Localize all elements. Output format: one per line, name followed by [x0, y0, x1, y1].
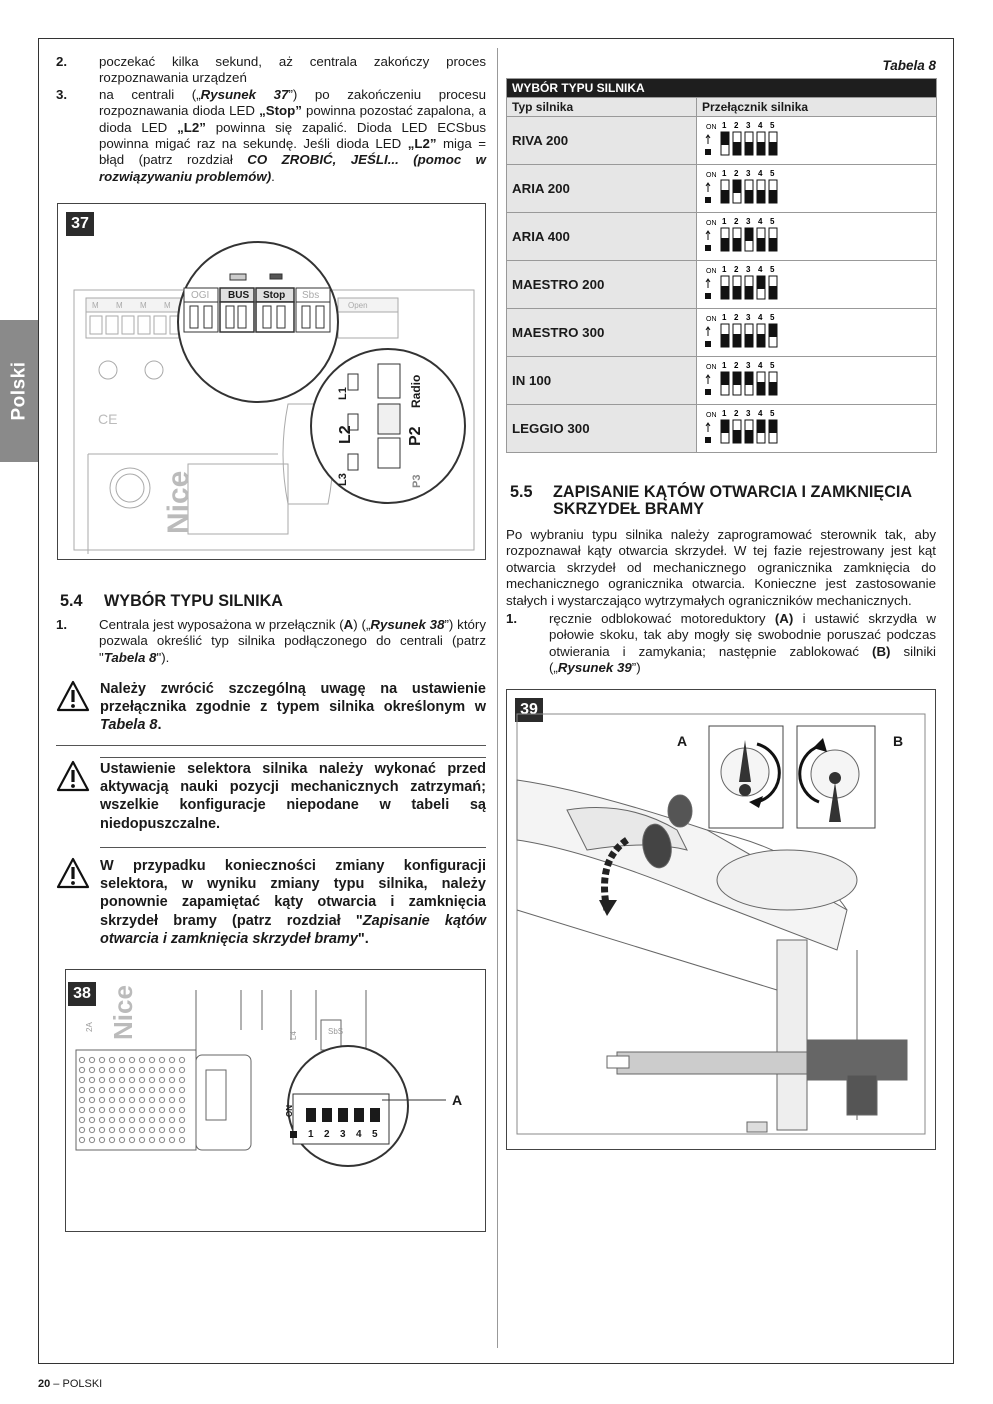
dip-switch-diagram — [703, 360, 793, 398]
dip-switch-off — [757, 334, 765, 347]
section-5-5-heading-line-2: SKRZYDEŁ BRAMY — [553, 500, 705, 518]
step-2-text: poczekać kilka sekund, aż centrala zakończy proces rozpoznawania urządzeń — [99, 54, 486, 86]
dip-switch-off — [733, 142, 741, 155]
svg-text:2: 2 — [324, 1129, 330, 1140]
table-row — [507, 309, 937, 357]
dip-number-label: 4 — [758, 265, 763, 274]
dip-switch-on — [733, 180, 741, 193]
dip-number-label: 2 — [734, 217, 739, 226]
warning-3 — [56, 857, 486, 958]
dip-switch-off — [733, 334, 741, 347]
dip-number-label: 2 — [734, 169, 739, 178]
column-divider — [497, 48, 498, 1348]
warning-2-text: Ustawienie selektora silnika należy wykonać przed aktywacją nauki pozycji mechanicznych zatrzymań; wszelkie konfiguracje niepodane w tabeli są niedopuszczalne. — [100, 761, 486, 832]
dip-switch-off — [721, 238, 729, 251]
section-5-5-title — [510, 484, 936, 518]
dip-number-label: 2 — [734, 121, 739, 130]
dip-number-label: 5 — [770, 217, 775, 226]
table-row — [507, 405, 937, 453]
svg-text:CE: CE — [98, 411, 118, 427]
svg-text:Open: Open — [348, 301, 368, 310]
dip-switch-off — [757, 382, 765, 395]
dip-on-label: ON — [706, 364, 717, 371]
footer-language: – POLSKI — [50, 1378, 103, 1390]
section-5-5-number: 5.5 — [510, 483, 533, 501]
dip-switch-on — [757, 276, 765, 289]
language-tab — [0, 320, 38, 462]
section-5-4-title — [60, 592, 486, 611]
dip-number-label: 1 — [722, 121, 727, 130]
dip-number-label: 5 — [770, 121, 775, 130]
dip-switch-off — [769, 238, 777, 251]
dip-number-label: 2 — [734, 361, 739, 370]
dip-switch-off — [733, 286, 741, 299]
table-header: WYBÓR TYPU SILNIKA — [507, 79, 937, 98]
dip-switch-diagram — [703, 120, 793, 158]
dip-on-label: ON — [706, 220, 717, 227]
dip-number-label: 4 — [758, 217, 763, 226]
dip-number-label: 1 — [722, 265, 727, 274]
svg-text:Sbs: Sbs — [302, 290, 320, 301]
section-5-5-paragraph: Po wybraniu typu silnika należy zaprogramować sterownik tak, aby rozpoznawał kąty otwarcia skrzydeł. W tej fazie rejestrowany jest kąt otwarcia skrzydeł od mechanicznego ogranicznika zamknięcia do mechanicznego ogranicznika otwarcia. Konieczne jest zastosowanie stałych i wystarczająco wytrzymałych ograniczników mechanicznych. — [506, 527, 936, 608]
warning-1 — [56, 680, 486, 746]
figure-38 — [65, 969, 486, 1232]
dip-switch-on — [757, 420, 765, 433]
dip-switch-cell — [697, 309, 937, 357]
dip-switch-on — [745, 372, 753, 385]
dip-switch-off — [769, 190, 777, 203]
dip-number-label: 2 — [734, 313, 739, 322]
dip-switch-cell — [697, 357, 937, 405]
warning-triangle-icon — [56, 857, 100, 948]
svg-text:M: M — [92, 301, 99, 310]
inset-label-a: A — [677, 733, 688, 749]
dip-number-label: 3 — [746, 409, 751, 418]
figure-37-drawing — [58, 204, 485, 559]
warning-triangle-icon — [56, 680, 100, 735]
figure-39-drawing — [507, 690, 935, 1149]
step-1-right-number: 1. — [506, 611, 518, 626]
dip-number-label: 4 — [758, 169, 763, 178]
dip-switch-on — [721, 132, 729, 145]
dip-switch-off — [721, 286, 729, 299]
svg-text:OGI: OGI — [191, 290, 210, 301]
dip-switch-off — [757, 142, 765, 155]
svg-text:Radio: Radio — [409, 374, 423, 408]
svg-text:BUS: BUS — [228, 290, 250, 301]
dip-number-label: 2 — [734, 409, 739, 418]
dip-number-label: 4 — [758, 361, 763, 370]
dip-switch-off — [745, 190, 753, 203]
dip-number-label: 5 — [770, 361, 775, 370]
table-row — [507, 357, 937, 405]
dip-number-label: 1 — [722, 313, 727, 322]
dip-number-label: 5 — [770, 169, 775, 178]
svg-text:5: 5 — [372, 1129, 378, 1140]
warning-2 — [56, 760, 486, 843]
dip-switch-diagram — [703, 312, 793, 350]
dip-switch-off — [745, 286, 753, 299]
dip-on-label: ON — [706, 268, 717, 275]
step-1-left-text: Centrala jest wyposażona w przełącznik (A) („Rysunek 38”) który pozwala określić typ silnika podłączonego do centrali (patrz "Tabela 8"). — [99, 617, 487, 665]
dip-switch-on — [733, 372, 741, 385]
step-1-right-text: ręcznie odblokować motoreduktory (A) i ustawić skrzydła w połowie skoku, tak aby mogły się swobodnie poruszać podczas otwierania i zamykania; następnie zablokować (B) silniki („Rysunek 39”) — [549, 611, 937, 676]
dip-switch-off — [769, 286, 777, 299]
dip-number-label: 1 — [722, 169, 727, 178]
svg-text:Stop: Stop — [263, 290, 286, 301]
warning-triangle-icon — [56, 760, 100, 833]
dip-switch-cell — [697, 405, 937, 453]
svg-text:L2: L2 — [337, 425, 354, 444]
step-3-text: na centrali („Rysunek 37”) po zakończeniu procesu rozpoznawania dioda LED „Stop” powinna pozostać zapalona, a dioda LED „L2” powinna się zapalić. Dioda LED ECSbus powinna migać raz na sekundę. Jeśli dioda LED „L2” miga = błąd (patrz rozdział CO ZROBIĆ, JEŚLI... (pomoc w rozwiązywaniu problemów). — [99, 86, 487, 184]
table-8 — [506, 78, 937, 453]
svg-text:A: A — [452, 1092, 463, 1108]
column-header-type: Typ silnika — [507, 98, 697, 117]
figure-37-number: 37 — [66, 212, 94, 236]
dip-switch-cell — [697, 117, 937, 165]
step-1-left — [56, 617, 486, 666]
dip-number-label: 1 — [722, 361, 727, 370]
svg-text:2A: 2A — [85, 1022, 94, 1032]
step-2-number: 2. — [56, 54, 68, 69]
left-column — [56, 54, 486, 185]
dip-switch-cell — [697, 165, 937, 213]
dip-switch-off — [721, 190, 729, 203]
section-5-4-heading: WYBÓR TYPU SILNIKA — [104, 592, 283, 610]
svg-text:P3: P3 — [411, 474, 423, 488]
separator — [100, 757, 486, 758]
step-1-right — [506, 611, 936, 677]
dip-number-label: 1 — [722, 217, 727, 226]
dip-number-label: 2 — [734, 265, 739, 274]
svg-text:1: 1 — [308, 1129, 314, 1140]
separator — [100, 847, 486, 848]
motor-type-cell: ARIA 200 — [507, 165, 697, 213]
svg-text:SbS: SbS — [328, 1027, 344, 1036]
dip-number-label: 3 — [746, 217, 751, 226]
dip-number-label: 4 — [758, 121, 763, 130]
dip-switch-cell — [697, 261, 937, 309]
dip-switch-diagram — [703, 216, 793, 254]
dip-number-label: 3 — [746, 361, 751, 370]
table-caption: Tabela 8 — [882, 58, 936, 73]
dip-switch-off — [721, 334, 729, 347]
svg-text:L3: L3 — [337, 473, 349, 486]
dip-switch-on — [745, 228, 753, 241]
warning-1-text: Należy zwrócić szczególną uwagę na ustawienie przełącznika zgodnie z typem silnika określonym w Tabela 8. — [100, 681, 486, 734]
dip-switch-off — [745, 334, 753, 347]
dip-switch-off — [769, 142, 777, 155]
inset-label-b: B — [893, 733, 904, 749]
figure-38-drawing — [66, 970, 485, 1231]
motor-type-cell: IN 100 — [507, 357, 697, 405]
dip-number-label: 5 — [770, 265, 775, 274]
warning-3-text: W przypadku konieczności zmiany konfiguracji selektora, w wyniku zmiany typu silnika, należy ponownie zapamiętać kąty otwarcia i zamknięcia skrzydeł bramy (patrz rozdział "Zapisanie kątów otwarcia i zamknięcia skrzydeł bramy". — [100, 858, 487, 947]
step-3-number: 3. — [56, 86, 68, 102]
svg-text:L4: L4 — [289, 1031, 298, 1040]
dip-switch-on — [721, 372, 729, 385]
table-subheader-row — [507, 98, 937, 117]
dip-switch-off — [745, 142, 753, 155]
page-number: 20 — [38, 1378, 51, 1390]
svg-text:3: 3 — [340, 1129, 346, 1140]
svg-text:M: M — [164, 301, 171, 310]
table-row — [507, 261, 937, 309]
dip-on-label: ON — [706, 124, 717, 131]
language-tab-label: Polski — [8, 361, 30, 421]
dip-switch-off — [733, 430, 741, 443]
dip-number-label: 3 — [746, 313, 751, 322]
dip-switch-diagram — [703, 168, 793, 206]
step-1-left-number: 1. — [56, 617, 68, 632]
page-footer — [38, 1378, 102, 1390]
dip-number-label: 3 — [746, 169, 751, 178]
svg-text:M: M — [116, 301, 123, 310]
column-header-switch: Przełącznik silnika — [697, 98, 937, 117]
motor-type-cell: LEGGIO 300 — [507, 405, 697, 453]
table-row — [507, 165, 937, 213]
dip-switch-off — [769, 382, 777, 395]
svg-text:P2: P2 — [407, 426, 424, 446]
dip-on-label: ON — [706, 316, 717, 323]
motor-type-cell: MAESTRO 300 — [507, 309, 697, 357]
table-row — [507, 213, 937, 261]
figure-38-number: 38 — [68, 982, 96, 1006]
section-5-5-heading-line-1: ZAPISANIE KĄTÓW OTWARCIA I ZAMKNIĘCIA — [553, 483, 913, 501]
section-5-4-number: 5.4 — [60, 592, 83, 610]
motor-type-cell: ARIA 400 — [507, 213, 697, 261]
dip-number-label: 4 — [758, 313, 763, 322]
dip-switch-off — [757, 238, 765, 251]
svg-text:ON: ON — [285, 1105, 294, 1117]
dip-switch-cell — [697, 213, 937, 261]
step-3 — [56, 87, 486, 185]
svg-text:Nice: Nice — [162, 470, 195, 534]
svg-text:L1: L1 — [337, 387, 349, 400]
figure-37 — [57, 203, 486, 560]
dip-switch-off — [757, 190, 765, 203]
step-2 — [56, 54, 486, 87]
dip-number-label: 1 — [722, 409, 727, 418]
dip-on-label: ON — [706, 412, 717, 419]
table-header-row — [507, 79, 937, 98]
dip-number-label: 5 — [770, 313, 775, 322]
motor-type-cell: RIVA 200 — [507, 117, 697, 165]
table-row — [507, 117, 937, 165]
dip-switch-off — [745, 430, 753, 443]
dip-switch-on — [769, 420, 777, 433]
dip-number-label: 4 — [758, 409, 763, 418]
dip-switch-diagram — [703, 408, 793, 446]
dip-switch-on — [769, 324, 777, 337]
dip-switch-off — [733, 238, 741, 251]
dip-switch-diagram — [703, 264, 793, 302]
svg-text:M: M — [140, 301, 147, 310]
svg-text:4: 4 — [356, 1129, 362, 1140]
dip-number-label: 5 — [770, 409, 775, 418]
dip-number-label: 3 — [746, 265, 751, 274]
svg-text:Nice: Nice — [108, 985, 138, 1040]
dip-number-label: 3 — [746, 121, 751, 130]
dip-switch-on — [721, 420, 729, 433]
motor-type-cell: MAESTRO 200 — [507, 261, 697, 309]
figure-39 — [506, 689, 936, 1150]
dip-on-label: ON — [706, 172, 717, 179]
figure-39-number: 39 — [515, 698, 543, 722]
